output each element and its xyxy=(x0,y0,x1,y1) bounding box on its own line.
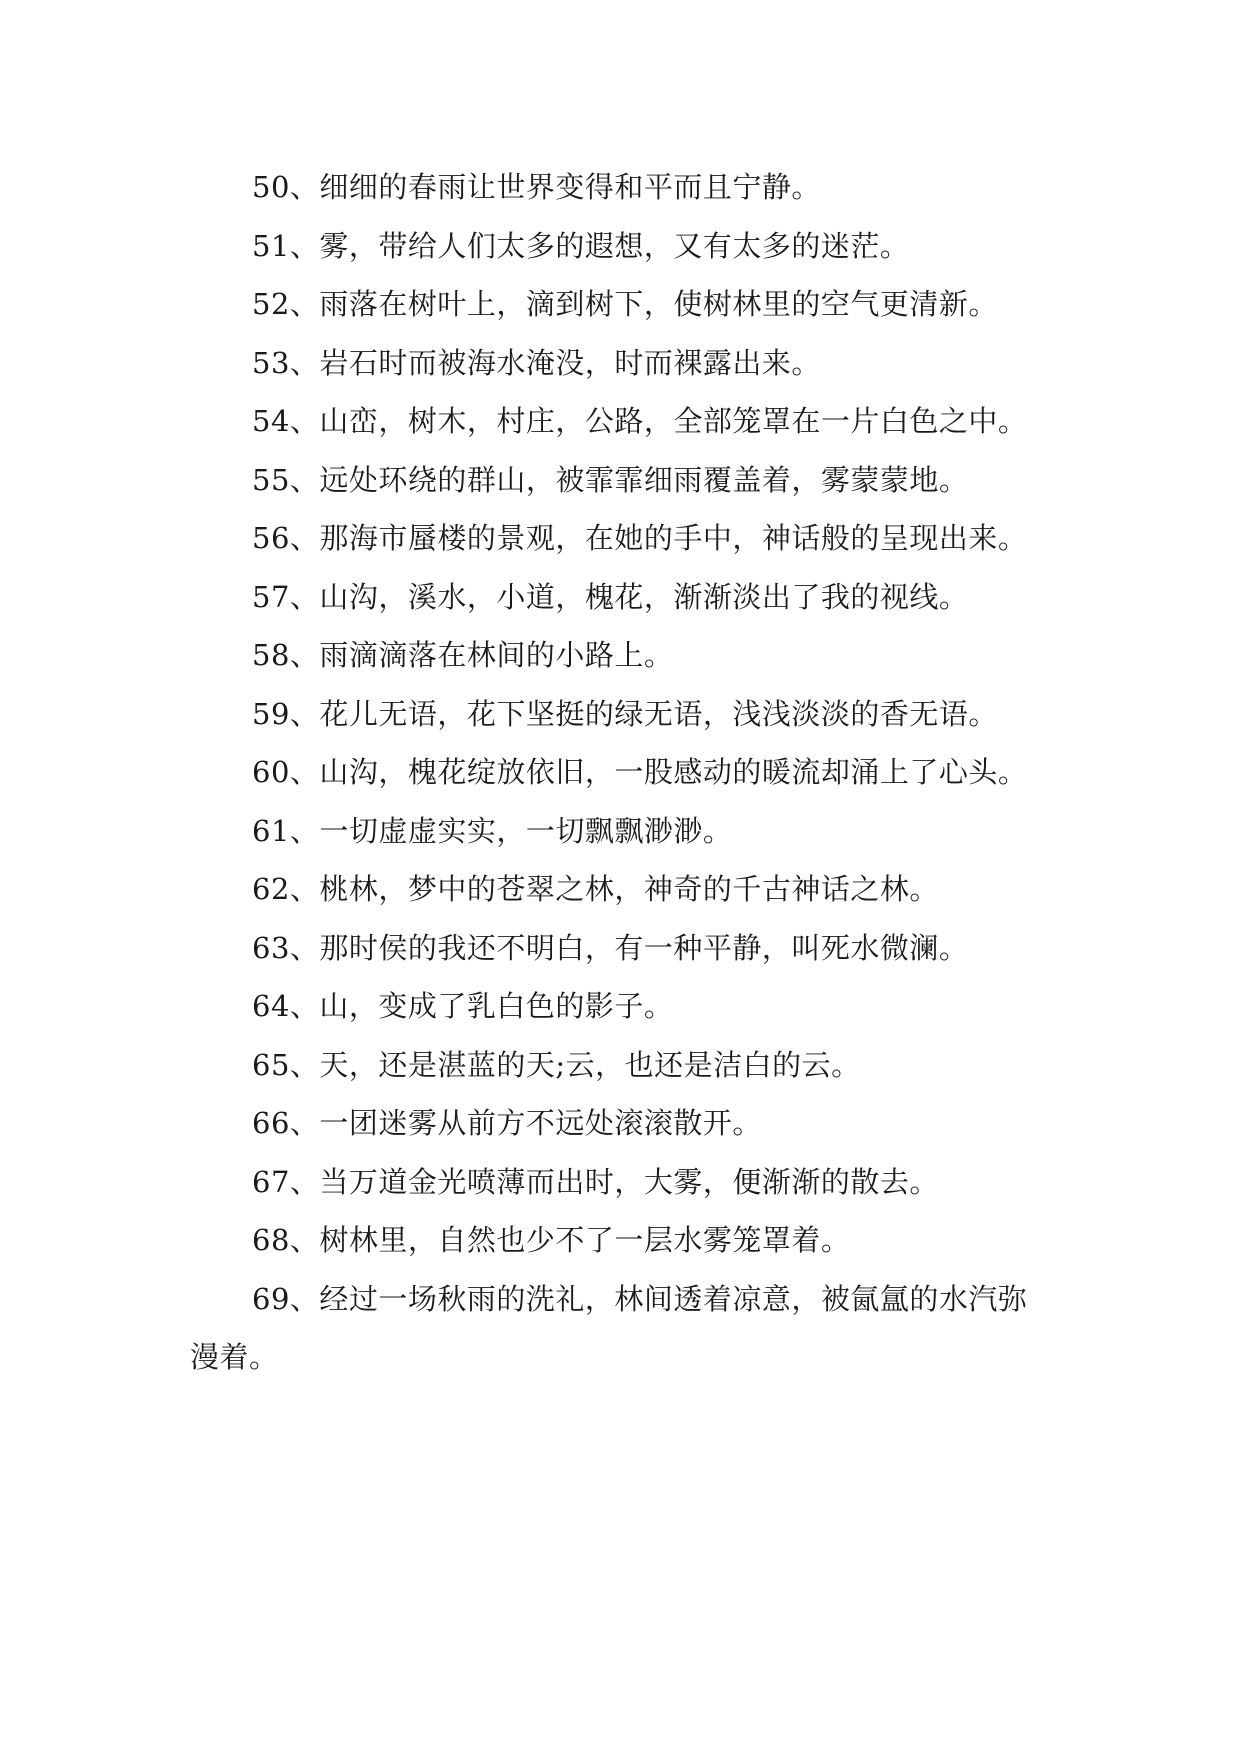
paragraph-67: 67、当万道金光喷薄而出时，大雾，便渐渐的散去。 xyxy=(252,1164,939,1199)
paragraph-66: 66、一团迷雾从前方不远处滚滚散开。 xyxy=(252,1106,762,1140)
paragraph-59: 59、花儿无语，花下坚挺的绿无语，浅浅淡淡的香无语。 xyxy=(252,696,998,731)
paragraph-64: 64、山，变成了乳白色的影子。 xyxy=(252,989,674,1023)
paragraph-55: 55、远处环绕的群山，被霏霏细雨覆盖着，雾蒙蒙地。 xyxy=(252,462,969,497)
paragraph-58: 58、雨滴滴落在林间的小路上。 xyxy=(252,638,674,672)
paragraph-62: 62、桃林，梦中的苍翠之林，神奇的千古神话之林。 xyxy=(252,872,939,906)
paragraph-57: 57、山沟，溪水，小道，槐花，渐渐淡出了我的视线。 xyxy=(252,579,969,614)
document-body xyxy=(190,158,1050,1387)
paragraph-68: 68、树林里，自然也少不了一层水雾笼罩着。 xyxy=(252,1223,851,1257)
paragraph-65: 65、天，还是湛蓝的天;云，也还是洁白的云。 xyxy=(252,1047,861,1082)
paragraph-61: 61、一切虚虚实实，一切飘飘渺渺。 xyxy=(252,813,733,848)
paragraph-63: 63、那时侯的我还不明白，有一种平静，叫死水微澜。 xyxy=(252,930,969,965)
paragraph-53: 53、岩石时而被海水淹没，时而裸露出来。 xyxy=(252,345,821,380)
paragraph-60: 60、山沟，槐花绽放依旧，一股感动的暖流却涌上了心头。 xyxy=(252,755,1028,789)
paragraph-52: 52、雨落在树叶上，滴到树下，使树林里的空气更清新。 xyxy=(252,287,998,321)
paragraph-54: 54、山峦，树木，村庄，公路，全部笼罩在一片白色之中。 xyxy=(252,404,1028,438)
paragraph-69: 69、经过一场秋雨的洗礼，林间透着凉意，被氤氲的水汽弥漫着。 xyxy=(190,1281,1028,1374)
paragraph-51: 51、雾，带给人们太多的遐想，又有太多的迷茫。 xyxy=(252,228,910,263)
paragraph-56: 56、那海市蜃楼的景观，在她的手中，神话般的呈现出来。 xyxy=(252,521,1028,555)
paragraph-50: 50、细细的春雨让世界变得和平而且宁静。 xyxy=(252,170,821,204)
